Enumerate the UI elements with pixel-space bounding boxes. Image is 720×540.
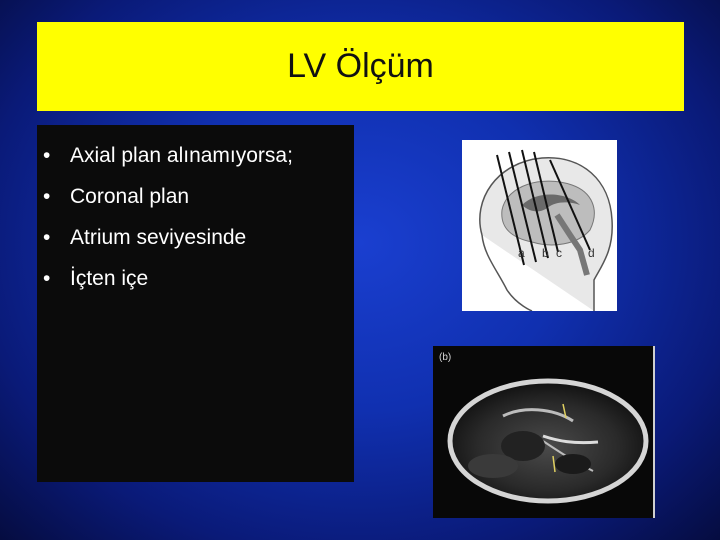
bullet-item: • Coronal plan — [37, 176, 354, 217]
bullet-list — [37, 125, 354, 299]
title-band — [37, 22, 684, 111]
ultrasound-label: (b) — [439, 352, 452, 363]
diagram-label-a: a — [518, 246, 525, 260]
text-panel — [37, 125, 354, 482]
diagram-label-d: d — [588, 246, 595, 260]
bullet-item: • Axial plan alınamıyorsa; — [37, 135, 354, 176]
slide-title: LV Ölçüm — [287, 47, 434, 85]
diagram-label-b: b — [542, 246, 549, 260]
bullet-item: • Atrium seviyesinde — [37, 217, 354, 258]
diagram-label-c: c — [556, 246, 562, 260]
ultrasound-scan — [433, 346, 653, 518]
ultrasound-image — [433, 346, 655, 518]
bullet-item: • İçten içe — [37, 258, 354, 299]
fetal-head-diagram — [462, 140, 617, 311]
head-section-illustration — [462, 140, 617, 311]
